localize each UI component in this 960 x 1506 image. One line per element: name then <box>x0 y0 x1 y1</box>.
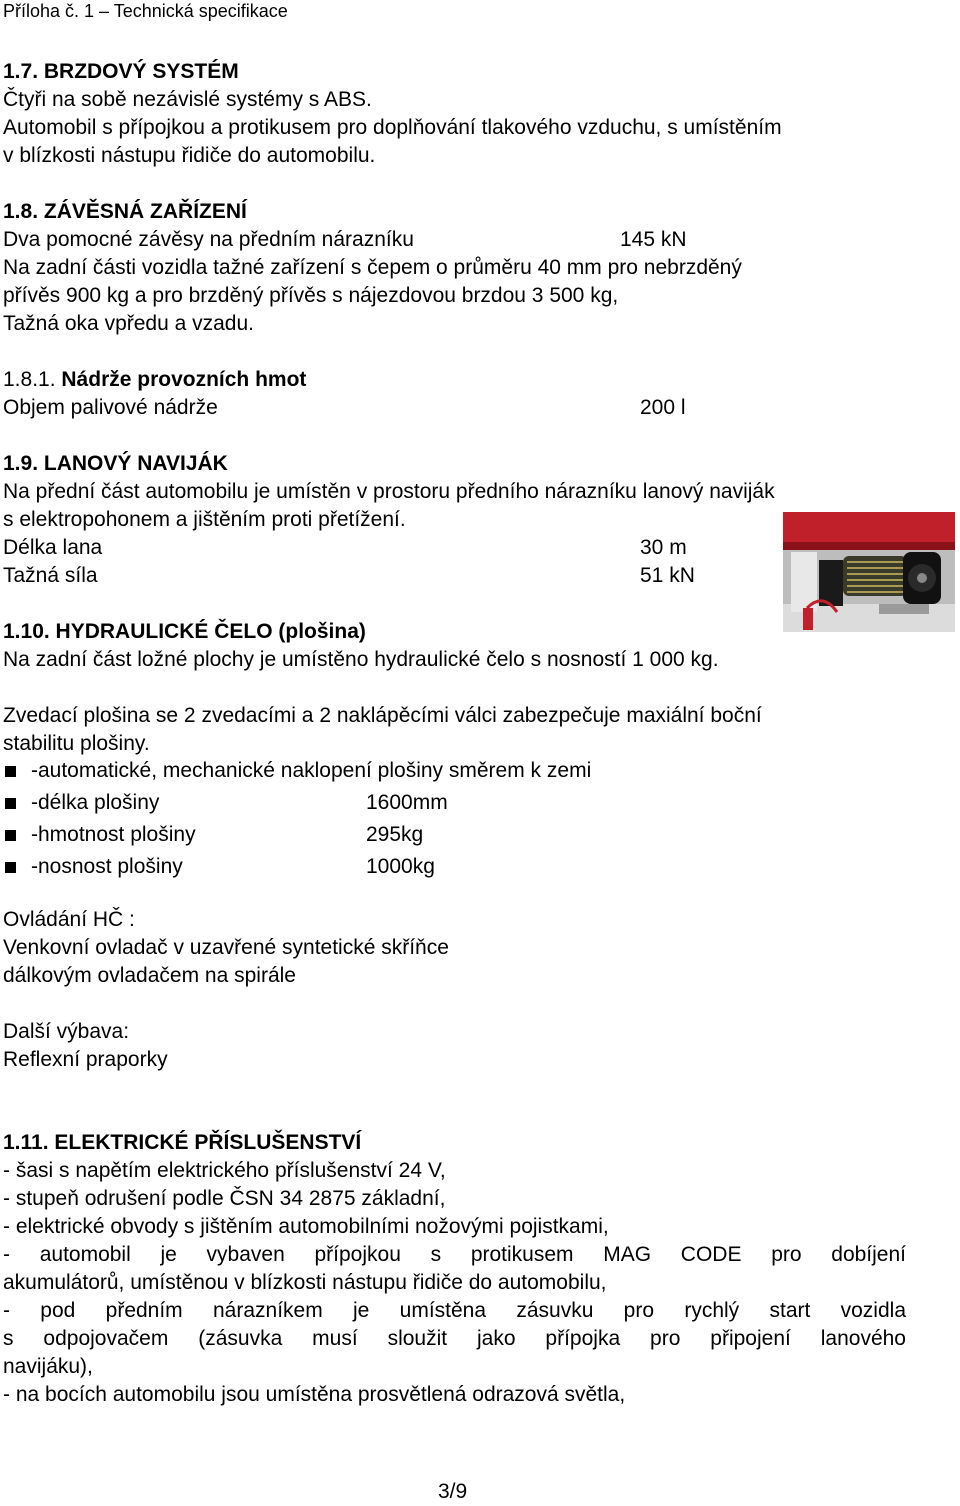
section-1-7-line-3: v blízkosti nástupu řidiče do automobilu. <box>3 144 376 167</box>
bullet-value: 295kg <box>366 823 424 846</box>
section-1-11-line-1: - šasi s napětím elektrického příslušenství 24 V, <box>3 1159 446 1182</box>
bullet-text: -délka plošiny <box>31 791 160 814</box>
section-1-8-1-heading <box>3 366 306 394</box>
section-1-8-line-4: Tažná oka vpředu a vzadu. <box>3 312 254 335</box>
section-1-8-value-1: 145 kN <box>620 228 687 251</box>
section-1-8-line-2: Na zadní části vozidla tažné zařízení s čepem o průměru 40 mm pro nebrzděný <box>3 256 742 279</box>
bullet-text: -nosnost plošiny <box>31 855 183 878</box>
square-bullet-icon <box>5 862 16 873</box>
section-1-9-line-2: s elektropohonem a jištěním proti přetížení. <box>3 508 406 531</box>
document-header: Příloha č. 1 – Technická specifikace <box>3 1 288 21</box>
section-1-8-line-1: Dva pomocné závěsy na předním nárazníku <box>3 228 414 251</box>
section-1-11-line-6: - pod předním nárazníkem je umístěna zásuvku pro rychlý start vozidla <box>3 1299 906 1322</box>
bullet-value: 1600mm <box>366 791 448 814</box>
section-1-10-title: 1.10. HYDRAULICKÉ ČELO (plošina) <box>3 620 366 643</box>
control-line-2: dálkovým ovladačem na spirále <box>3 964 296 987</box>
control-title: Ovládání HČ : <box>3 908 135 931</box>
cable-length-value: 30 m <box>640 536 687 559</box>
extra-equipment-title: Další výbava: <box>3 1020 130 1043</box>
section-1-8-line-3: přívěs 900 kg a pro brzděný přívěs s nájezdovou brzdou 3 500 kg, <box>3 284 619 307</box>
page-number: 3/9 <box>438 1480 468 1503</box>
section-1-7-line-1: Čtyři na sobě nezávislé systémy s ABS. <box>3 88 372 111</box>
section-1-11-line-3: - elektrické obvody s jištěním automobilními nožovými pojistkami, <box>3 1215 609 1238</box>
section-1-10-line-2: Zvedací plošina se 2 zvedacími a 2 naklápěcími válci zabezpečuje maxiální boční <box>3 704 762 727</box>
cable-length-label: Délka lana <box>3 536 103 559</box>
section-1-9-line-1: Na přední část automobilu je umístěn v prostoru předního nárazníku lanový naviják <box>3 480 775 503</box>
section-1-8-title: 1.8. ZÁVĚSNÁ ZAŘÍZENÍ <box>3 200 247 223</box>
section-1-8-1-value-1: 200 l <box>640 396 686 419</box>
section-1-10-line-3: stabilitu plošiny. <box>3 732 150 755</box>
section-1-10-line-1: Na zadní část ložné plochy je umístěno hydraulické čelo s nosností 1 000 kg. <box>3 648 719 671</box>
extra-equipment-line-1: Reflexní praporky <box>3 1048 168 1071</box>
section-1-7-title: 1.7. BRZDOVÝ SYSTÉM <box>3 60 239 83</box>
bullet-text: -hmotnost plošiny <box>31 823 196 846</box>
square-bullet-icon <box>5 830 16 841</box>
square-bullet-icon <box>5 798 16 809</box>
pulling-force-value: 51 kN <box>640 564 695 587</box>
section-1-7-line-2: Automobil s přípojkou a protikusem pro doplňování tlakového vzduchu, s umístěním <box>3 116 782 139</box>
section-1-11-line-8: navijáku), <box>3 1355 93 1378</box>
section-1-8-1-title: Nádrže provozních hmot <box>61 368 307 391</box>
section-1-11-line-7: s odpojovačem (zásuvka musí sloužit jako přípojka pro připojení lanového <box>3 1327 906 1350</box>
section-1-11-line-5: akumulátorů, umístěnou v blízkosti nástupu řidiče do automobilu, <box>3 1271 607 1294</box>
square-bullet-icon <box>5 766 16 777</box>
control-line-1: Venkovní ovladač v uzavřené syntetické skříňce <box>3 936 449 959</box>
bullet-value: 1000kg <box>366 855 435 878</box>
section-1-8-1-number: 1.8.1. <box>3 368 56 391</box>
winch-photo <box>783 512 955 632</box>
section-1-11-line-2: - stupeň odrušení podle ČSN 34 2875 základní, <box>3 1187 446 1210</box>
section-1-9-title: 1.9. LANOVÝ NAVIJÁK <box>3 452 228 475</box>
bullet-text: -automatické, mechanické naklopení plošiny směrem k zemi <box>31 759 592 782</box>
section-1-11-title: 1.11. ELEKTRICKÉ PŘÍSLUŠENSTVÍ <box>3 1131 362 1154</box>
pulling-force-label: Tažná síla <box>3 564 98 587</box>
section-1-11-line-9: - na bocích automobilu jsou umístěna prosvětlená odrazová světla, <box>3 1383 626 1406</box>
section-1-8-1-line-1: Objem palivové nádrže <box>3 396 218 419</box>
section-1-11-line-4: - automobil je vybaven přípojkou s protikusem MAG CODE pro dobíjení <box>3 1243 906 1266</box>
